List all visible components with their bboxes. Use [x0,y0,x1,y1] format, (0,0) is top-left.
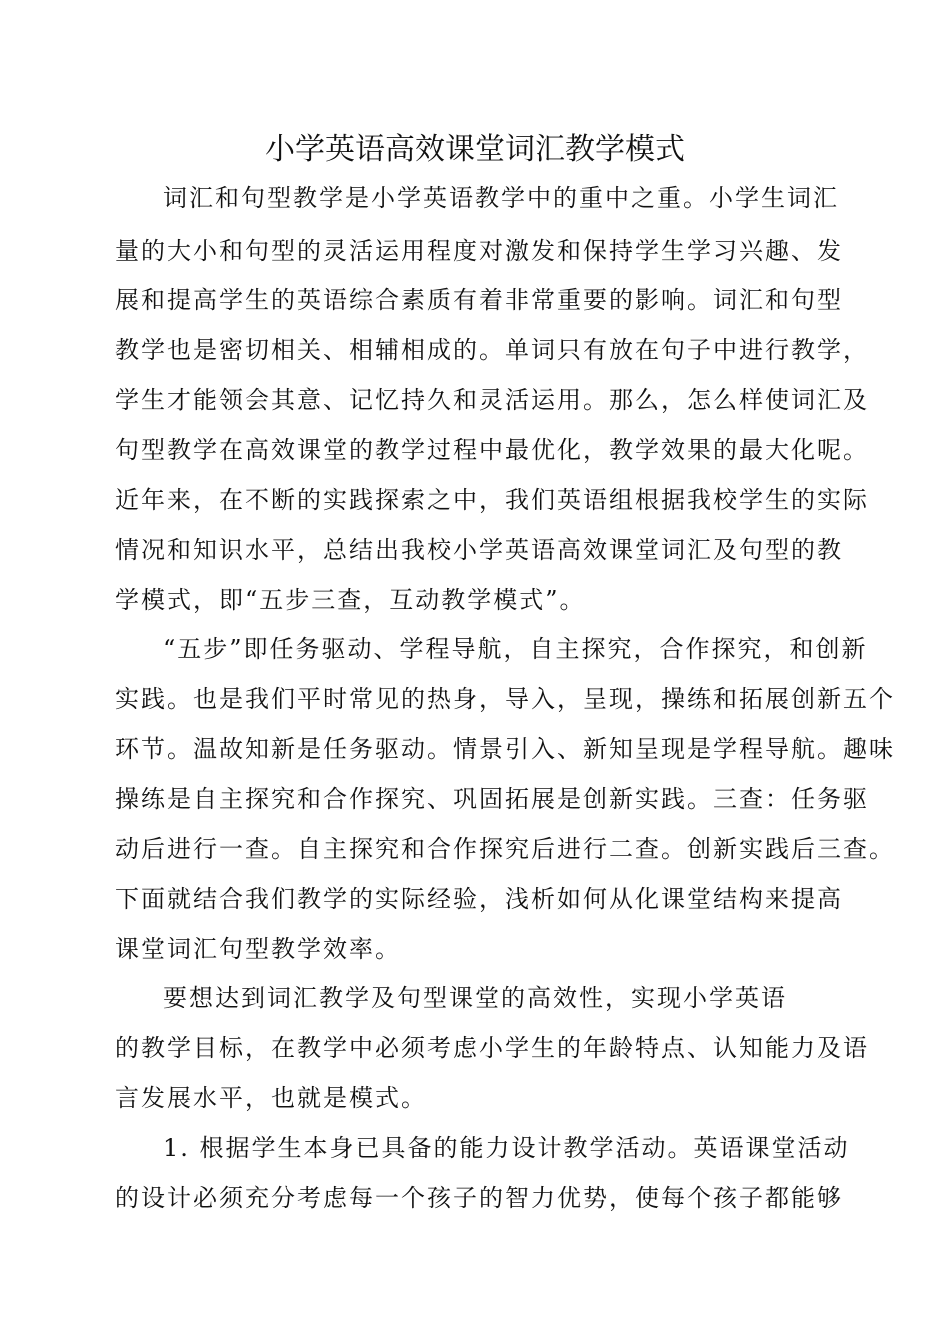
paragraph-line: 动后进行一查。自主探究和合作探究后进行二查。创新实践后三查。 [115,835,895,863]
paragraph-line: 句型教学在高效课堂的教学过程中最优化，教学效果的最大化呢。 [115,436,869,464]
paragraph-line: 学模式，即“五步三查，互动教学模式”。 [115,586,586,614]
paragraph-line: 教学也是密切相关、相辅相成的。单词只有放在句子中进行教学， [115,336,869,364]
paragraph-line: 学生才能领会其意、记忆持久和灵活运用。那么，怎么样使词汇及 [115,386,869,414]
paragraph-line: 展和提高学生的英语综合素质有着非常重要的影响。词汇和句型 [115,286,843,314]
paragraph-line: 要想达到词汇教学及句型课堂的高效性，实现小学英语 [163,984,787,1012]
paragraph-line: 实践。也是我们平时常见的热身，导入，呈现，操练和拓展创新五个 [115,685,895,713]
paragraph-line: 1. 根据学生本身已具备的能力设计教学活动。英语课堂活动 [163,1134,850,1162]
paragraph-line: 情况和知识水平，总结出我校小学英语高效课堂词汇及句型的教 [115,536,843,564]
paragraph-line: 量的大小和句型的灵活运用程度对激发和保持学生学习兴趣、发 [115,237,843,265]
paragraph-line: 操练是自主探究和合作探究、巩固拓展是创新实践。三查：任务驱 [115,785,869,813]
paragraph-line: 课堂词汇句型教学效率。 [115,935,401,963]
paragraph-line: 环节。温故知新是任务驱动。情景引入、新知呈现是学程导航。趣味 [115,735,895,763]
paragraph-line: 的教学目标，在教学中必须考虑小学生的年龄特点、认知能力及语 [115,1034,869,1062]
paragraph-line: 下面就结合我们教学的实际经验，浅析如何从化课堂结构来提高 [115,885,843,913]
document-title: 小学英语高效课堂词汇教学模式 [265,132,685,167]
paragraph-line: “五步”即任务驱动、学程导航，自主探究，合作探究，和创新 [163,635,868,663]
paragraph-line: 近年来，在不断的实践探索之中，我们英语组根据我校学生的实际 [115,486,869,514]
paragraph-line: 的设计必须充分考虑每一个孩子的智力优势，使每个孩子都能够 [115,1184,843,1212]
paragraph-line: 言发展水平，也就是模式。 [115,1084,427,1112]
paragraph-line: 词汇和句型教学是小学英语教学中的重中之重。小学生词汇 [163,184,839,212]
